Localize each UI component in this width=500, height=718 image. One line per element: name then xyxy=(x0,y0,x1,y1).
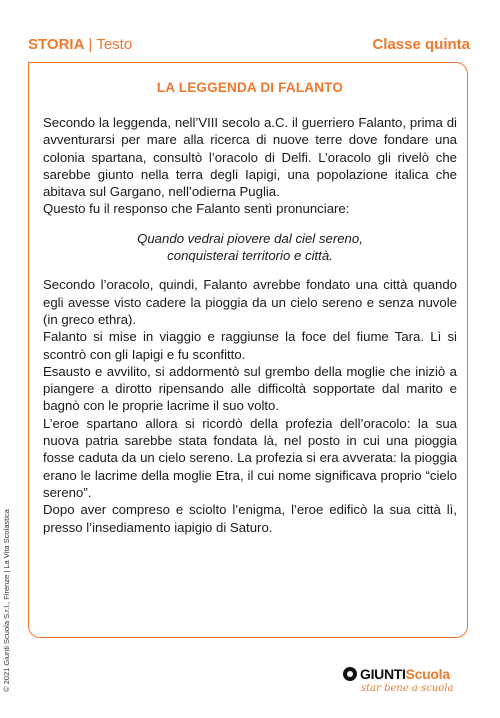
giunti-logo-icon xyxy=(343,667,357,681)
paragraph: Falanto si mise in viaggio e raggiunse la foce del fiume Tara. Lì si scontrò con gli Iapigi e fu sconfitto. xyxy=(43,329,457,362)
publisher-logo xyxy=(343,666,473,694)
page-header xyxy=(28,36,470,58)
paragraph: Secondo la leggenda, nell’VIII secolo a.C. il guerriero Falanto, prima di avventurarsi per mare alla ricerca di nuove terre dove fondare una colonia spartana, consultò l’oracolo di Delfi. L’oracolo gli rivelò che sarebbe giunto nella terra degli Iapigi, una popolazione italica che abitava sul Gargano, nell’odierna Puglia. xyxy=(43,115,457,200)
quote-line: Quando vedrai piovere dal ciel sereno, xyxy=(137,230,363,246)
logo-brand-b: Scuola xyxy=(405,666,450,682)
paragraph: Questo fu il responso che Falanto sentì pronunciare: xyxy=(43,201,350,217)
logo-tagline: star bene a scuola xyxy=(361,683,454,694)
header-separator: | xyxy=(88,36,93,53)
story-text xyxy=(43,114,457,536)
paragraph: Esausto e avvilito, si addormentò sul grembo della moglie che iniziò a piangere a dirotto ripensando alle difficoltà sopportate dal marito e bagnò con le proprie lacrime il suo volto. xyxy=(43,363,457,414)
section-label: Testo xyxy=(96,36,133,53)
page-title: LA LEGGENDA DI FALANTO xyxy=(156,80,344,95)
subject-label: STORIA xyxy=(28,36,85,53)
oracle-quote xyxy=(43,230,457,265)
class-level-label: Classe quinta xyxy=(372,36,470,53)
header-subject-group xyxy=(28,36,132,53)
paragraph: L’eroe spartano allora si ricordò della profezia dell’oracolo: la sua nuova patria sarebbe stata fondata là, nel posto in cui una pioggia fosse caduta da un cielo sereno. La profezia si era avverata: la pioggia erano le lacrime della moglie Etra, il cui nome significava proprio “cielo sereno”. xyxy=(43,415,457,500)
logo-brand-a: GIUNTI xyxy=(360,666,406,682)
copyright-notice: © 2021 Giunti Scuola S.r.l., Firenze | La Vita Scolastica xyxy=(2,509,11,692)
paragraph: Secondo l’oracolo, quindi, Falanto avrebbe fondato una città quando egli avesse visto cadere la pioggia da un cielo sereno e senza nuvole (in greco ethra). xyxy=(43,277,457,327)
paragraph: Dopo aver compreso e sciolto l’enigma, l’eroe edificò la sua città lì, presso l’insediamento iapigio di Saturo. xyxy=(43,502,457,535)
quote-line: conquisterai territorio e città. xyxy=(167,248,333,264)
